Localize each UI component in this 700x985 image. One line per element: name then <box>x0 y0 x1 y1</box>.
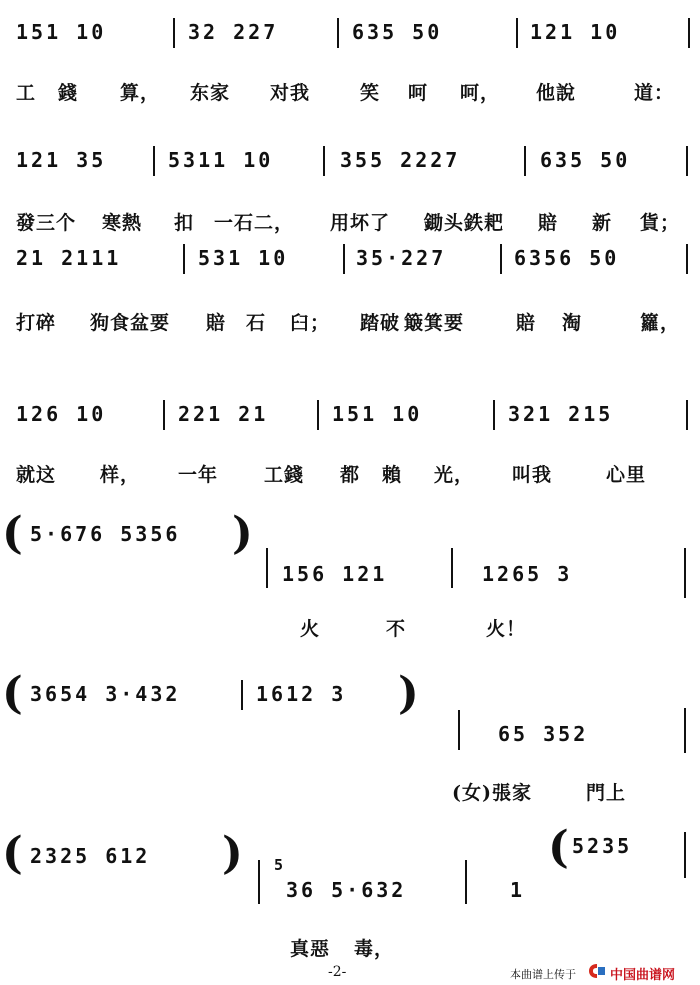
lyric: 錢 <box>58 82 79 104</box>
lyric: 叫我 <box>512 464 553 486</box>
interlude-measure: 5·676 5356 <box>30 522 181 546</box>
lyric: 火！ <box>486 618 527 640</box>
interlude-measure: 5235 <box>572 834 633 858</box>
measure-6: 5311 10 <box>168 148 274 172</box>
lyric: 道： <box>634 82 675 104</box>
barline <box>317 400 319 430</box>
lyric: 就这 <box>16 464 57 486</box>
lyric: 踏破 <box>360 312 401 334</box>
close-parenthesis: ) <box>232 508 253 559</box>
lyric: 笑 <box>360 82 381 104</box>
barline <box>241 680 243 710</box>
lyric: 發三个 <box>16 212 77 234</box>
lyric: 呵， <box>460 82 501 104</box>
measure-21: 1 <box>510 878 526 902</box>
lyric: 臼； <box>290 312 331 334</box>
lyric: 毒， <box>354 938 395 960</box>
open-parenthesis: ( <box>2 668 23 719</box>
measure-14: 221 21 <box>178 402 269 426</box>
measure-15: 151 10 <box>332 402 423 426</box>
measure-9: 21 2111 <box>16 246 122 270</box>
measure-8: 635 50 <box>540 148 631 172</box>
lyric: (女)張家 <box>452 782 532 804</box>
barline <box>684 548 686 598</box>
lyric: 样， <box>100 464 141 486</box>
barline <box>343 244 345 274</box>
barline <box>686 400 688 430</box>
barline <box>686 146 688 176</box>
barline <box>465 860 467 904</box>
barline <box>493 400 495 430</box>
barline <box>258 860 260 904</box>
measure-11: 35·227 <box>356 246 447 270</box>
lyric: 都 <box>340 464 361 486</box>
measure-5: 121 35 <box>16 148 107 172</box>
lyric: 不 <box>386 618 407 640</box>
interlude-measure: 1612 3 <box>256 682 347 706</box>
barline <box>516 18 518 48</box>
barline <box>684 708 686 753</box>
barline <box>266 548 268 588</box>
grace-note: 5 <box>274 856 287 874</box>
measure-1: 151 10 <box>16 20 107 44</box>
lyric: 扣 <box>174 212 195 234</box>
open-parenthesis: ( <box>548 822 569 873</box>
lyric: 东家 <box>190 82 231 104</box>
lyric: 賠 <box>206 312 227 334</box>
barline <box>183 244 185 274</box>
barline <box>458 710 460 750</box>
lyric: 籮， <box>640 312 681 334</box>
upload-note: 本曲谱上传于 <box>510 968 576 981</box>
barline <box>337 18 339 48</box>
lyric: 工錢 <box>264 464 305 486</box>
barline <box>163 400 165 430</box>
barline <box>323 146 325 176</box>
measure-2: 32 227 <box>188 20 279 44</box>
page-number: -2- <box>328 964 347 980</box>
lyric: 工 <box>16 82 37 104</box>
lyric: 打碎 <box>16 312 57 334</box>
barline <box>173 18 175 48</box>
lyric: 門上 <box>586 782 627 804</box>
lyric: 真惡 <box>290 938 331 960</box>
site-logo-icon <box>588 963 606 979</box>
lyric: 他說 <box>536 82 577 104</box>
site-brand[interactable]: 中国曲谱网 <box>610 968 676 983</box>
measure-19: 65 352 <box>498 722 589 746</box>
lyric: 一年 <box>178 464 219 486</box>
barline <box>451 548 453 588</box>
lyric: 鋤头鉄耙 <box>424 212 505 234</box>
barline <box>688 18 690 48</box>
measure-10: 531 10 <box>198 246 289 270</box>
close-parenthesis: ) <box>222 828 243 879</box>
barline <box>524 146 526 176</box>
open-parenthesis: ( <box>2 828 23 879</box>
measure-20: 36 5·632 <box>286 878 407 902</box>
interlude-measure: 3654 3·432 <box>30 682 181 706</box>
measure-7: 355 2227 <box>340 148 461 172</box>
measure-12: 6356 50 <box>514 246 620 270</box>
measure-13: 126 10 <box>16 402 107 426</box>
lyric: 算， <box>120 82 161 104</box>
measure-16: 321 215 <box>508 402 614 426</box>
lyric: 寒熱 <box>102 212 143 234</box>
barline <box>684 832 686 878</box>
measure-3: 635 50 <box>352 20 443 44</box>
lyric: 貨； <box>640 212 681 234</box>
lyric: 一石二， <box>214 212 295 234</box>
lyric: 心里 <box>606 464 647 486</box>
lyric: 賴 <box>382 464 403 486</box>
lyric: 簸箕要 <box>404 312 465 334</box>
lyric: 新 <box>592 212 613 234</box>
lyric: 对我 <box>270 82 311 104</box>
lyric: 呵 <box>408 82 429 104</box>
measure-4: 121 10 <box>530 20 621 44</box>
barline <box>153 146 155 176</box>
interlude-measure: 2325 612 <box>30 844 151 868</box>
lyric: 光， <box>434 464 475 486</box>
close-parenthesis: ) <box>398 668 419 719</box>
lyric: 用坏了 <box>330 212 391 234</box>
measure-18: 1265 3 <box>482 562 573 586</box>
measure-17: 156 121 <box>282 562 388 586</box>
lyric: 賠 <box>538 212 559 234</box>
barline <box>500 244 502 274</box>
lyric: 賠 <box>516 312 537 334</box>
barline <box>686 244 688 274</box>
open-parenthesis: ( <box>2 508 23 559</box>
lyric: 狗食盆要 <box>90 312 171 334</box>
lyric: 石 <box>246 312 267 334</box>
lyric: 淘 <box>562 312 583 334</box>
lyric: 火 <box>300 618 321 640</box>
